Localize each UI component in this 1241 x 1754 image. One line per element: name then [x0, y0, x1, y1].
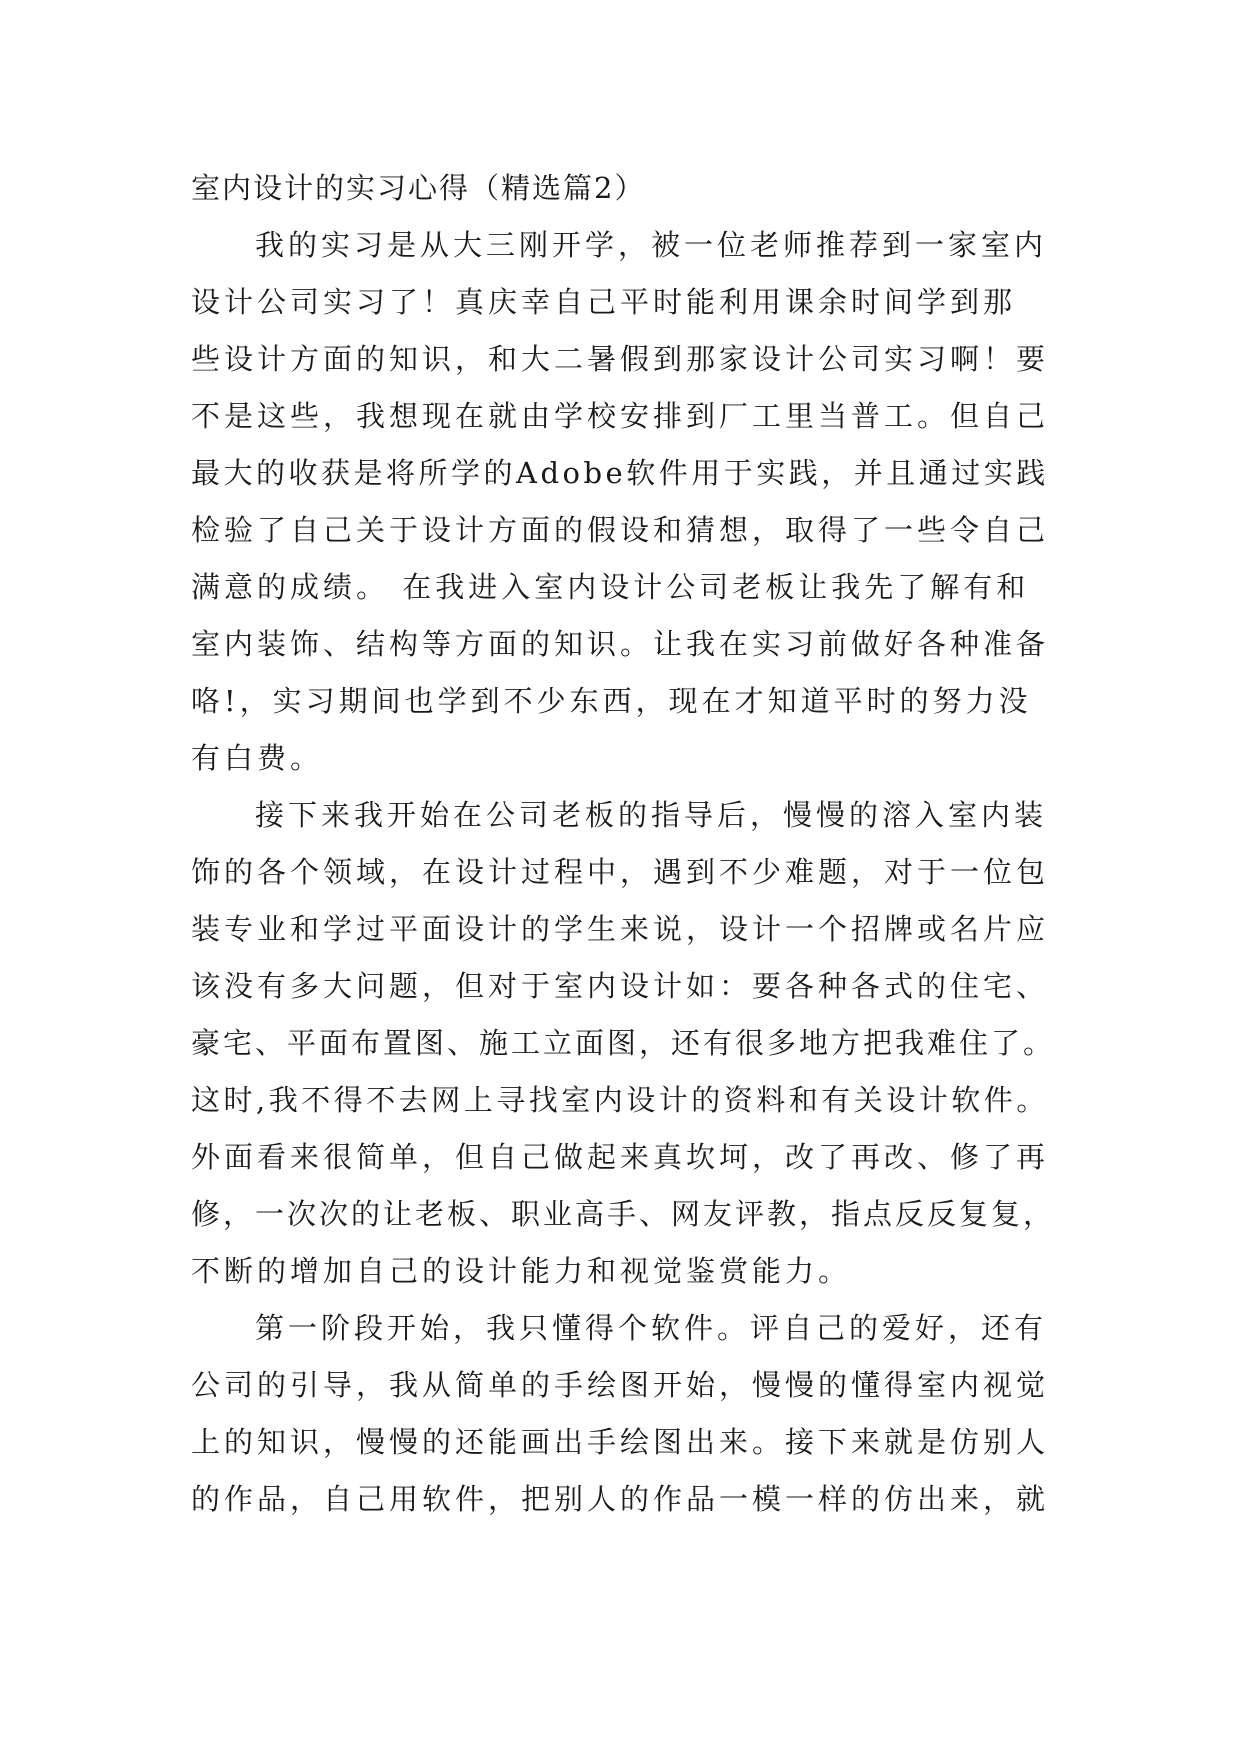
paragraph-1 — [191, 217, 1061, 787]
text-line: 修，一次次的让老板、职业高手、网友评教，指点反反复复， — [191, 1197, 1056, 1231]
text-line: 接下来我开始在公司老板的指导后，慢慢的溶入室内装 — [255, 798, 1048, 832]
text-line: 外面看来很简单，但自己做起来真坎坷，改了再改、修了再 — [191, 1140, 1050, 1174]
text-line: 满意的成绩。 在我进入室内设计公司老板让我先了解有和 — [191, 570, 1030, 604]
text-line: 第一阶段开始，我只懂得个软件。评自己的爱好，还有 — [255, 1311, 1048, 1345]
text-line: 设计公司实习了！真庆幸自己平时能利用课余时间学到那 — [191, 285, 1017, 319]
paragraph-2 — [191, 787, 1061, 1300]
text-line: 的作品，自己用软件，把别人的作品一模一样的仿出来，就 — [191, 1482, 1050, 1516]
text-line: 装专业和学过平面设计的学生来说，设计一个招牌或名片应 — [191, 912, 1050, 946]
text-line: 些设计方面的知识，和大二暑假到那家设计公司实习啊！要 — [191, 342, 1050, 376]
document-title: 室内设计的实习心得（精选篇2） — [191, 171, 646, 205]
document-body — [191, 160, 1061, 1528]
text-line: 不是这些，我想现在就由学校安排到厂工里当普工。但自己 — [191, 399, 1050, 433]
text-line: 有白费。 — [191, 741, 324, 775]
text-line: 咯!，实习期间也学到不少东西，现在才知道平时的努力没 — [191, 684, 1032, 718]
text-line: 这时,我不得不去网上寻找室内设计的资料和有关设计软件。 — [191, 1083, 1049, 1117]
text-line: 上的知识，慢慢的还能画出手绘图出来。接下来就是仿别人 — [191, 1425, 1050, 1459]
text-line: 室内装饰、结构等方面的知识。让我在实习前做好各种准备 — [191, 627, 1050, 661]
paragraph-3 — [191, 1300, 1061, 1528]
text-line: 我的实习是从大三刚开学，被一位老师推荐到一家室内 — [255, 228, 1048, 262]
text-line: 最大的收获是将所学的Adobe软件用于实践，并且通过实践 — [191, 456, 1049, 490]
text-line: 豪宅、平面布置图、施工立面图，还有很多地方把我难住了。 — [191, 1026, 1056, 1060]
text-line: 不断的增加自己的设计能力和视觉鉴赏能力。 — [191, 1254, 852, 1288]
text-line: 饰的各个领域，在设计过程中，遇到不少难题，对于一位包 — [191, 855, 1050, 889]
text-line: 检验了自己关于设计方面的假设和猜想，取得了一些令自己 — [191, 513, 1050, 547]
text-line: 公司的引导，我从简单的手绘图开始，慢慢的懂得室内视觉 — [191, 1368, 1050, 1402]
text-line: 该没有多大问题，但对于室内设计如：要各种各式的住宅、 — [191, 969, 1050, 1003]
